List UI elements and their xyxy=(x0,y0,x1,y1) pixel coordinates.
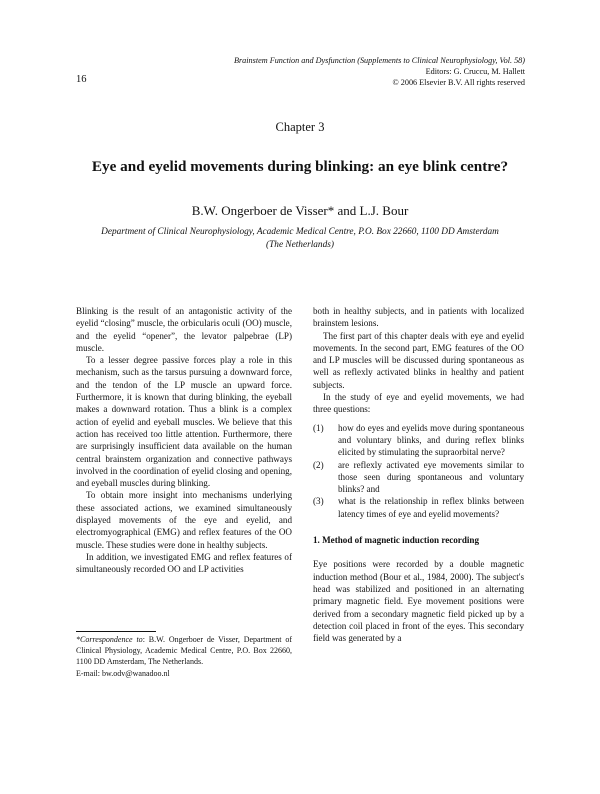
left-column xyxy=(76,305,292,576)
paragraph: both in healthy subjects, and in patients with localized brainstem lesions. xyxy=(313,306,524,329)
series-header xyxy=(234,55,525,88)
footnote-email[interactable]: E-mail: bw.odv@wanadoo.nl xyxy=(76,668,170,678)
footnote-divider xyxy=(76,631,156,632)
question-item xyxy=(313,459,524,496)
question-text: what is the relationship in reflex blinks between latency times of eye and eyelid movements? xyxy=(338,496,524,519)
series-copyright: © 2006 Elsevier B.V. All rights reserved xyxy=(392,78,525,87)
paragraph: To obtain more insight into mechanisms underlying these associated actions, we examined simultaneously displayed movements of the eye and eyelid, and electromyographical (EMG) and reflex features of the OO muscle. These studies were done in healthy subjects. xyxy=(76,490,292,550)
paragraph: The first part of this chapter deals with eye and eyelid movements. In the second part, EMG features of the OO and LP muscles will be discussed during spontaneous as well as reflexly activated blinks in healthy and patient subjects. xyxy=(313,330,524,390)
paragraph: Eye positions were recorded by a double magnetic induction method (Bour et al., 1984, 2000). The subject's head was stabilized and positioned in an alternating primary magnetic field. Eye movement positions were derived from a secondary magnetic field picked up by a detection coil placed in front of the eyes. This secondary field was generated by a xyxy=(313,559,524,644)
question-text: how do eyes and eyelids move during spontaneous and voluntary blinks, and during reflex blinks elicited by stimulating the supraorbital nerve? xyxy=(338,422,524,458)
authors: B.W. Ongerboer de Visser* and L.J. Bour xyxy=(191,203,409,218)
question-number: (2) xyxy=(313,459,324,470)
chapter-label: Chapter 3 xyxy=(275,120,325,134)
paragraph: Blinking is the result of an antagonistic activity of the eyelid “closing” muscle, the orbicularis oculi (OO) muscle, and the eyelid “opener”, the levator palpebrae (LP) muscle. xyxy=(76,306,292,353)
question-item xyxy=(313,422,524,459)
paragraph: To a lesser degree passive forces play a role in this mechanism, such as the tarsus pursuing a downward force, and the tendon of the LP muscle an upward force. Furthermore, it is known that during blinking, the eyeball makes a downward rotation. Thus a blink is a complex action of eyelid and eyeball muscles. We believe that this action has received too little attention. Furthermore, there are surprisingly insufficient data available on the human central brainstem organization and connective pathways involved in the coordination of eyelid closing and opening, and eyeball muscles during blinking. xyxy=(76,355,292,489)
right-column xyxy=(313,305,524,644)
paragraph: In the study of eye and eyelid movements, we had three questions: xyxy=(313,392,524,415)
question-item xyxy=(313,495,524,520)
question-text: are reflexly activated eye movements similar to those seen during spontaneous and voluntary blinks? and xyxy=(338,459,524,495)
affiliation xyxy=(80,226,520,251)
question-number: (1) xyxy=(313,422,324,433)
footnote-label: *Correspondence to xyxy=(76,635,143,644)
section-heading: 1. Method of magnetic induction recording xyxy=(313,535,480,546)
question-number: (3) xyxy=(313,496,324,507)
question-list xyxy=(313,422,524,520)
article-title: Eye and eyelid movements during blinking: an eye blink centre? xyxy=(91,158,509,175)
affiliation-country: (The Netherlands) xyxy=(266,239,334,250)
page-number: 16 xyxy=(76,74,87,85)
series-title: Brainstem Function and Dysfunction (Supplements to Clinical Neurophysiology, Vol. 58) xyxy=(233,56,525,65)
footnote-text: : B.W. Ongerboer de Visser, Department of Clinical Physiology, Academic Medical Centre, P.O. Box 22660, 1100 DD Amsterdam, The Netherlands. xyxy=(76,635,292,667)
affiliation-line: Department of Clinical Neurophysiology, Academic Medical Centre, P.O. Box 22660, 1100 DD Amsterdam xyxy=(101,227,499,237)
paragraph: In addition, we investigated EMG and reflex features of simultaneously recorded OO and LP activities xyxy=(76,551,292,575)
series-editors: Editors: G. Cruccu, M. Hallett xyxy=(425,67,525,76)
footnote xyxy=(76,634,292,679)
